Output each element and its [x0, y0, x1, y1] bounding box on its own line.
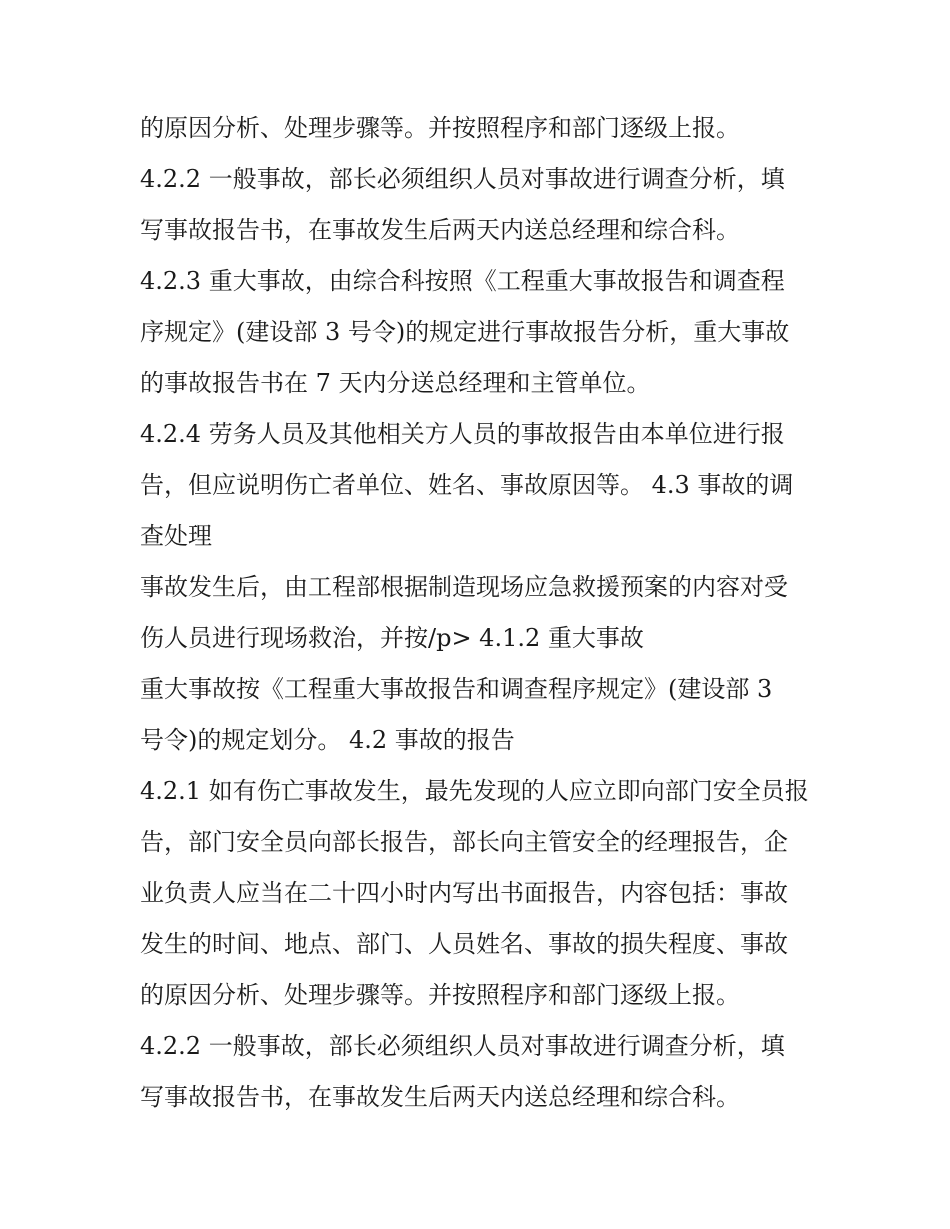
text-line: 4.2.2 一般事故，部长必须组织人员对事故进行调查分析，填 — [140, 165, 785, 193]
text-line: 号令)的规定划分。 4.2 事故的报告 — [140, 726, 515, 754]
text-line: 告，但应说明伤亡者单位、姓名、事故原因等。 4.3 事故的调 — [140, 471, 794, 499]
text-line: 事故发生后，由工程部根据制造现场应急救援预案的内容对受 — [140, 573, 788, 601]
text-line: 4.2.3 重大事故，由综合科按照《工程重大事故报告和调查程 — [140, 267, 785, 295]
text-line: 序规定》(建设部 3 号令)的规定进行事故报告分析，重大事故 — [140, 318, 790, 346]
text-line: 重大事故按《工程重大事故报告和调查程序规定》(建设部 3 — [140, 675, 773, 703]
text-line: 告，部门安全员向部长报告，部长向主管安全的经理报告，企 — [140, 828, 788, 856]
text-line: 4.2.2 一般事故，部长必须组织人员对事故进行调查分析，填 — [140, 1032, 785, 1060]
text-line: 写事故报告书，在事故发生后两天内送总经理和综合科。 — [140, 1083, 740, 1111]
text-line: 伤人员进行现场救治，并按/p> 4.1.2 重大事故 — [140, 624, 644, 652]
text-line: 业负责人应当在二十四小时内写出书面报告，内容包括：事故 — [140, 879, 788, 907]
text-line: 4.2.1 如有伤亡事故发生，最先发现的人应立即向部门安全员报 — [140, 777, 809, 805]
text-line: 发生的时间、地点、部门、人员姓名、事故的损失程度、事故 — [140, 930, 788, 958]
text-line: 写事故报告书，在事故发生后两天内送总经理和综合科。 — [140, 216, 740, 244]
text-line: 4.2.4 劳务人员及其他相关方人员的事故报告由本单位进行报 — [140, 420, 785, 448]
text-line: 的原因分析、处理步骤等。并按照程序和部门逐级上报。 — [140, 114, 740, 142]
text-line: 查处理 — [140, 522, 212, 550]
text-line: 的事故报告书在 7 天内分送总经理和主管单位。 — [140, 369, 651, 397]
text-line: 的原因分析、处理步骤等。并按照程序和部门逐级上报。 — [140, 981, 740, 1009]
